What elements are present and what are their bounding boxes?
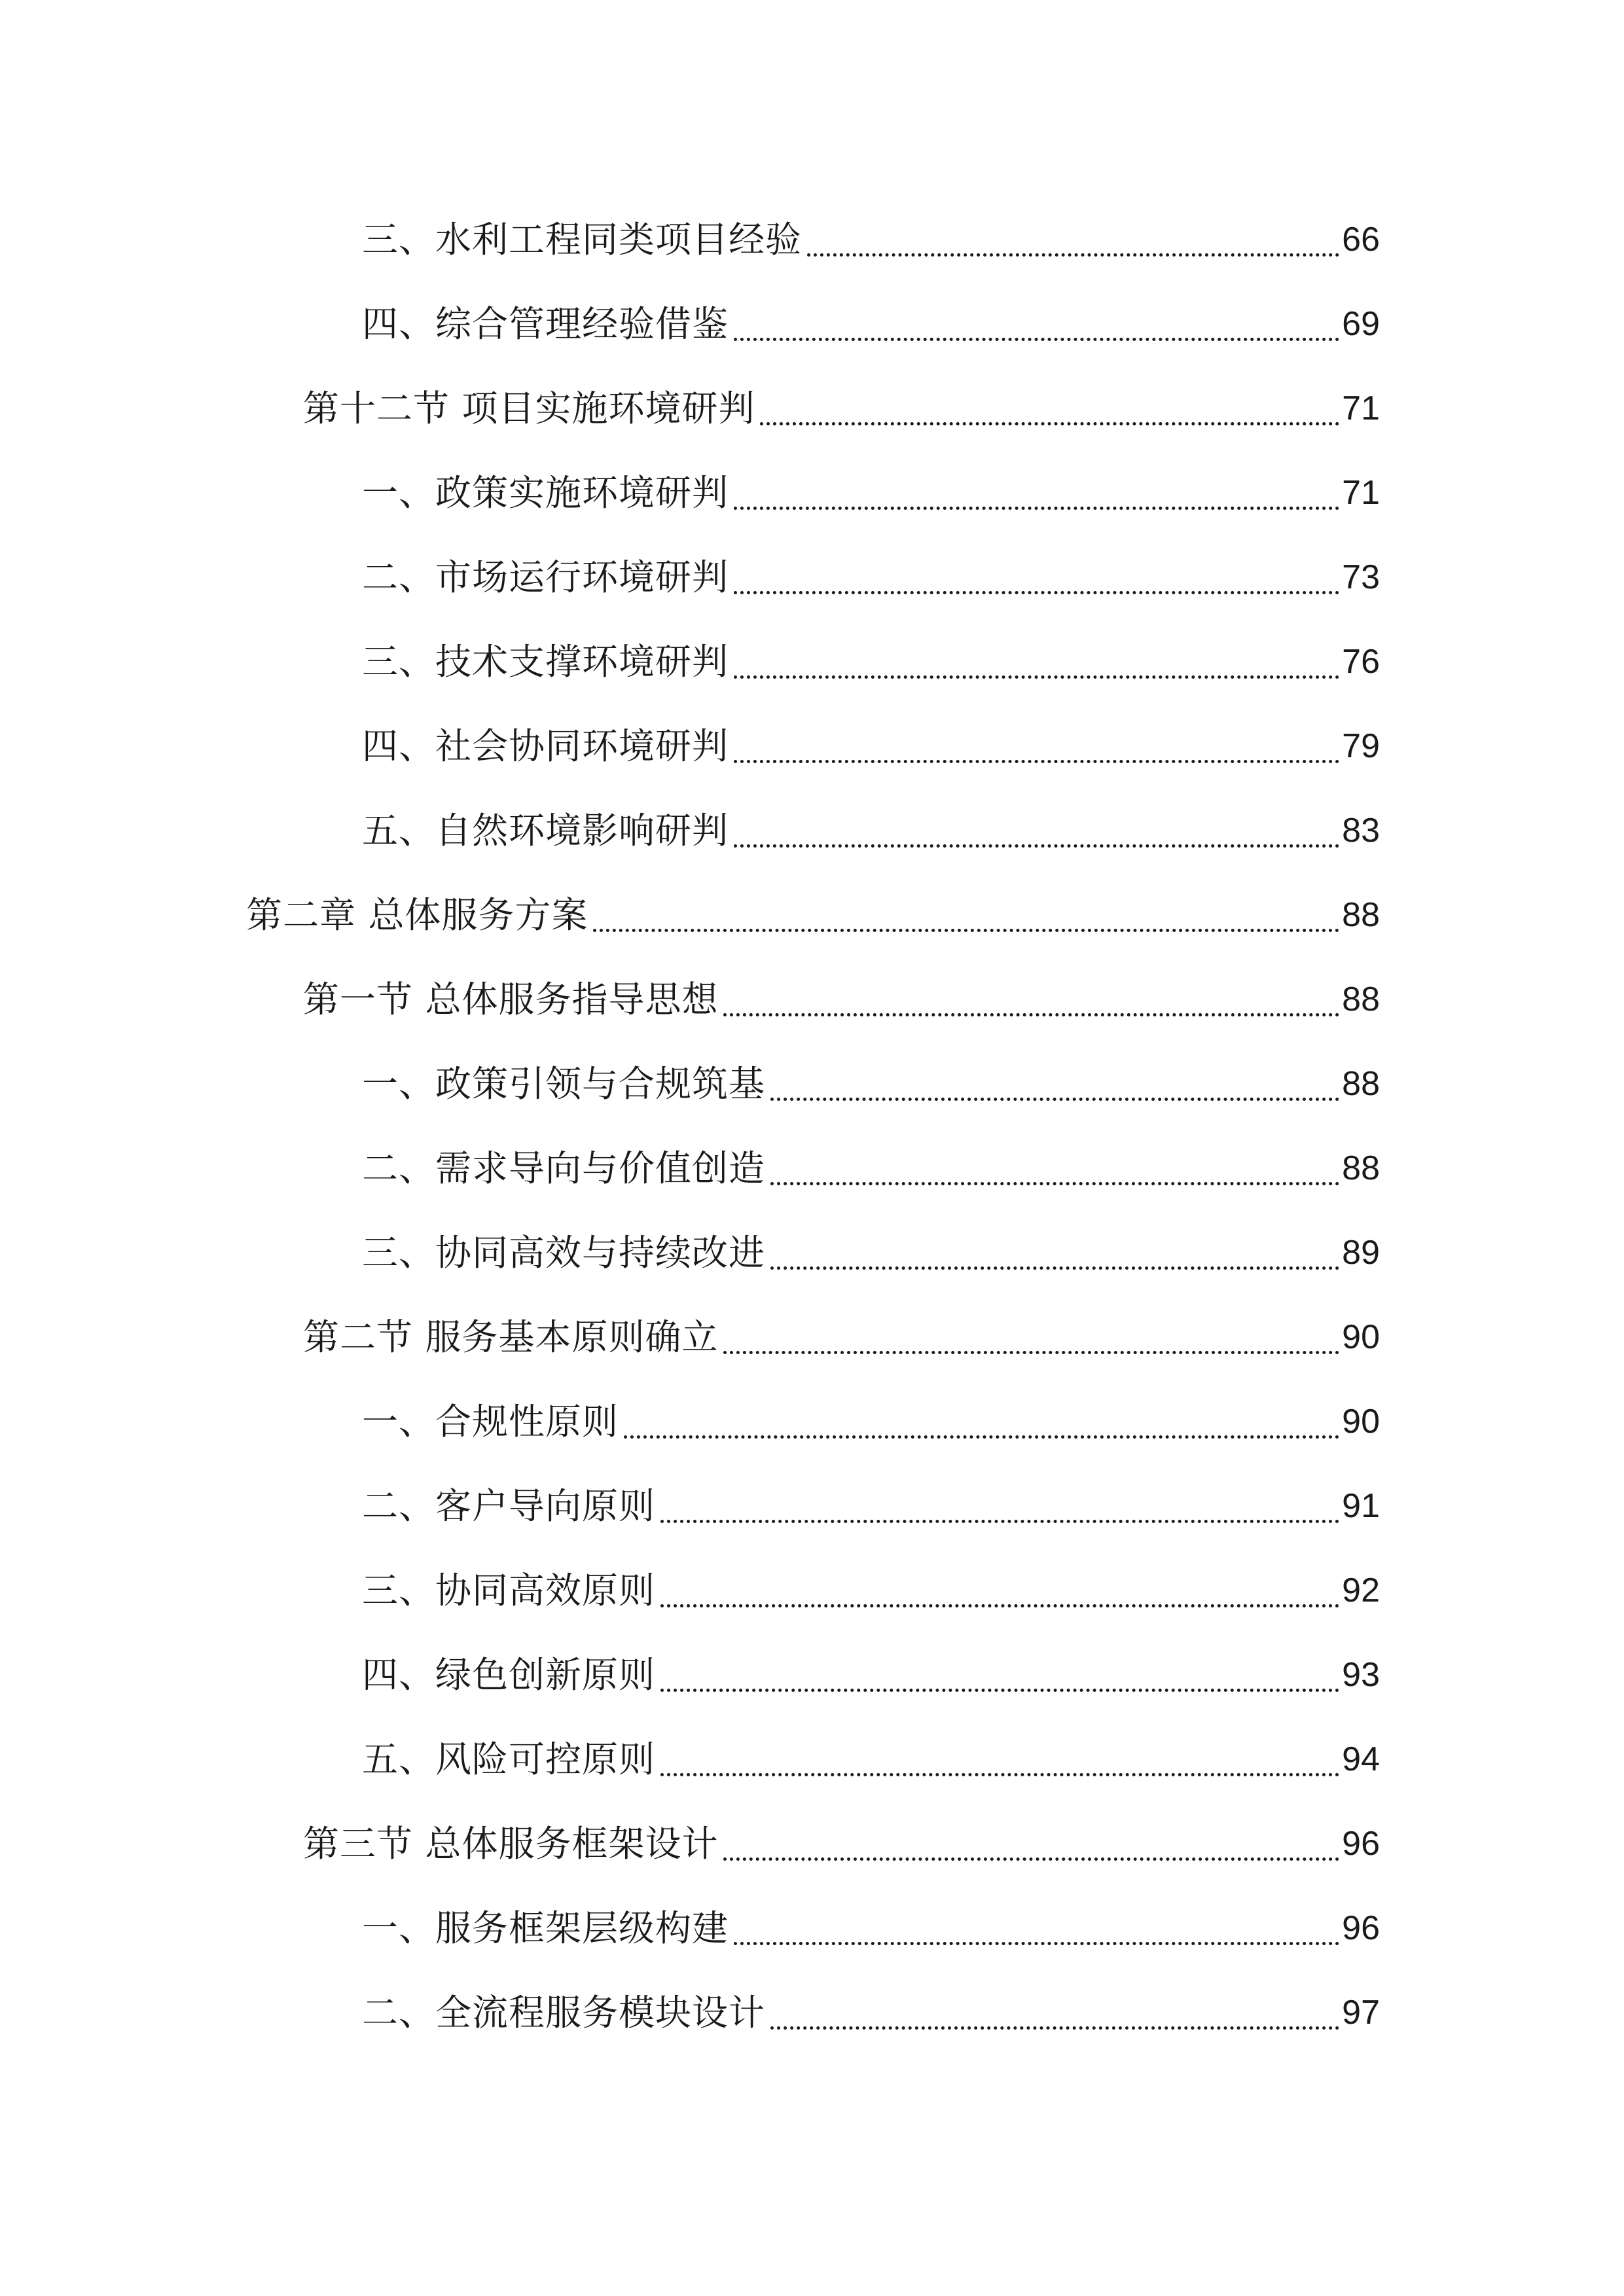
toc-page-number: 90 [1342,1403,1380,1441]
toc-page-number: 93 [1342,1656,1380,1694]
toc-page-number: 88 [1342,980,1380,1018]
toc-entry-title: 第十二节 项目实施环境研判 [303,387,755,429]
toc-dot-leader [723,1811,1339,1876]
toc-entry[interactable] [362,713,1380,779]
toc-dot-leader [734,798,1339,863]
toc-dot-leader [734,545,1339,610]
toc-entry-title: 三、协同高效原则 [362,1570,656,1611]
toc-entry[interactable] [362,1642,1380,1708]
toc-page-number: 73 [1342,558,1380,596]
toc-entry-title: 四、综合管理经验借鉴 [362,303,729,345]
toc-entry[interactable] [362,291,1380,357]
toc-page-number: 71 [1342,389,1380,427]
toc-dot-leader [734,291,1339,357]
toc-entry-title: 第一节 总体服务指导思想 [303,978,719,1020]
toc-entry[interactable] [362,460,1380,526]
toc-page-number: 71 [1342,474,1380,512]
toc-page-number: 91 [1342,1487,1380,1525]
toc-entry-title: 二、客户导向原则 [362,1485,656,1527]
toc-entry-title: 二、全流程服务模块设计 [362,1992,766,2034]
toc-entry[interactable] [362,1558,1380,1623]
toc-page-number: 96 [1342,1909,1380,1947]
toc-entry-title: 二、需求导向与价值创造 [362,1147,766,1189]
toc-page-number: 88 [1342,896,1380,934]
toc-page-number: 90 [1342,1318,1380,1356]
toc-page-number: 96 [1342,1825,1380,1863]
toc-entry[interactable] [362,798,1380,863]
toc-entry-title: 三、技术支撑环境研判 [362,641,729,683]
toc-entry-title: 三、协同高效与持续改进 [362,1232,766,1274]
toc-entry-title: 一、服务框架层级构建 [362,1907,729,1949]
toc-entry-title: 第二节 服务基本原则确立 [303,1316,719,1358]
toc-page-number: 94 [1342,1740,1380,1778]
toc-dot-leader [770,1051,1339,1117]
toc-page-number: 66 [1342,221,1380,259]
toc-dot-leader [770,1980,1339,2045]
toc-entry[interactable] [362,1895,1380,1961]
toc-dot-leader [660,1642,1339,1708]
toc-entry[interactable] [362,1389,1380,1454]
toc-page-number: 76 [1342,643,1380,681]
toc-page-number: 88 [1342,1065,1380,1103]
toc-entry[interactable] [246,882,1380,948]
toc-dot-leader [624,1389,1339,1454]
toc-dot-leader [660,1727,1339,1792]
toc-dot-leader [734,460,1339,526]
toc-entry-title: 第二章 总体服务方案 [246,894,588,936]
toc-entry[interactable] [362,1473,1380,1539]
toc-entry[interactable] [362,1136,1380,1201]
toc-page-number: 92 [1342,1571,1380,1609]
toc-entry[interactable] [303,376,1380,441]
toc-dot-leader [807,207,1339,272]
toc-page-number: 88 [1342,1149,1380,1187]
toc-dot-leader [593,882,1339,948]
toc-entry-title: 一、政策实施环境研判 [362,472,729,514]
toc-entry[interactable] [362,1980,1380,2045]
toc-entry-title: 三、水利工程同类项目经验 [362,219,803,260]
toc-dot-leader [723,967,1339,1032]
toc-page-number: 69 [1342,305,1380,343]
toc-entry[interactable] [303,1811,1380,1876]
toc-dot-leader [734,713,1339,779]
toc-entry[interactable] [362,1051,1380,1117]
toc-dot-leader [770,1136,1339,1201]
toc-dot-leader [770,1220,1339,1285]
toc-entry[interactable] [362,1220,1380,1285]
toc-dot-leader [760,376,1339,441]
toc-page-number: 97 [1342,1994,1380,2032]
toc-page-number: 83 [1342,812,1380,850]
toc-dot-leader [660,1558,1339,1623]
toc-entry[interactable] [362,545,1380,610]
toc-dot-leader [734,1895,1339,1961]
toc-entry[interactable] [303,1304,1380,1370]
toc-entry[interactable] [362,207,1380,272]
toc-entry-title: 四、社会协同环境研判 [362,725,729,767]
toc-entry[interactable] [362,629,1380,694]
toc-entry-title: 二、市场运行环境研判 [362,556,729,598]
toc-entry[interactable] [362,1727,1380,1792]
toc-dot-leader [723,1304,1339,1370]
toc-entry[interactable] [303,967,1380,1032]
toc-page-number: 89 [1342,1234,1380,1272]
toc-dot-leader [734,629,1339,694]
toc-entry-title: 四、绿色创新原则 [362,1654,656,1696]
toc-entry-title: 一、政策引领与合规筑基 [362,1063,766,1105]
toc-entry-title: 五、风险可控原则 [362,1738,656,1780]
toc-dot-leader [660,1473,1339,1539]
toc-entry-title: 五、自然环境影响研判 [362,810,729,852]
toc-page-number: 79 [1342,727,1380,765]
toc-entry-title: 一、合规性原则 [362,1401,619,1443]
toc-entry-title: 第三节 总体服务框架设计 [303,1823,719,1865]
